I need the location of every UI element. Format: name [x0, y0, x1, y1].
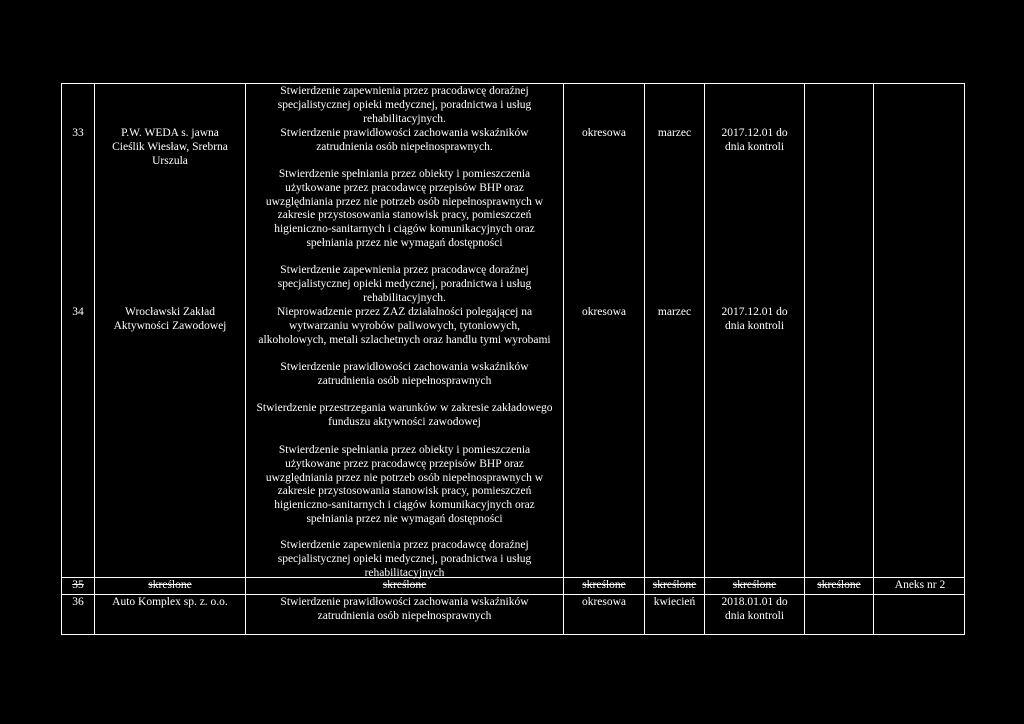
row-34-employer: Wrocławski Zakład Aktywności Zawodowej: [113, 306, 227, 332]
row-33-scope-3: Stwierdzenie spełniania przez obiekty i pomieszczenia użytkowane przez pracodawcę przepisów BHP oraz uwzględniania przez nie potrzeb osób niepełnosprawnych w zakresie przystosowania stanowisk pracy, pomieszczeń higieniczno-sanitarnych i ciągów komunikacyjnych oraz spełniania przez nie wymagań dostępności: [265, 168, 544, 249]
row-33-employer: P.W. WEDA s. jawna Cieślik Wiesław, Srebrna Urszula: [112, 127, 228, 167]
column-divider: [873, 84, 874, 634]
inspection-table: [61, 83, 965, 635]
row-36-number: 36: [72, 596, 84, 608]
row-35-col7: skreślone: [817, 579, 861, 591]
row-36-type: okresowa: [581, 596, 627, 608]
row-35-scope: skreślone: [382, 579, 427, 591]
row-34-scope-3: Stwierdzenie prawidłowości zachowania wskaźników zatrudnienia osób niepełnosprawnych: [280, 361, 529, 387]
column-divider: [563, 84, 564, 634]
row-33-period: 2017.12.01 do dnia kontroli: [721, 127, 788, 153]
row-36-scope: Stwierdzenie prawidłowości zachowania wskaźników zatrudnienia osób niepełnosprawnych: [280, 596, 529, 622]
row-34-period: 2017.12.01 do dnia kontroli: [721, 306, 788, 332]
column-divider: [644, 84, 645, 634]
column-divider: [804, 84, 805, 634]
row-divider: [62, 594, 964, 595]
row-33-number: 33: [72, 127, 84, 139]
row-34-scope-1: Stwierdzenie zapewnienia przez pracodawcę doraźnej specjalistycznej opieki medycznej, poradnictwa i usług rehabilitacyjnych.: [277, 264, 532, 304]
row-34-scope-2: Nieprowadzenie przez ZAZ działalności polegającej na wytwarzaniu wyrobów paliwowych, tytoniowych, alkoholowych, metali szlachetnych oraz handlu tymi wyrobami: [258, 306, 551, 346]
row-33-scope-2: Stwierdzenie prawidłowości zachowania wskaźników zatrudnienia osób niepełnosprawnych.: [280, 127, 529, 153]
row-34-month: marzec: [657, 306, 692, 318]
row-34-scope-4: Stwierdzenie przestrzegania warunków w zakresie zakładowego funduszu aktywności zawodowej: [256, 402, 553, 428]
row-33-month: marzec: [657, 127, 692, 139]
row-33-scope-1: Stwierdzenie zapewnienia przez pracodawcę doraźnej specjalistycznej opieki medycznej, poradnictwa i usług rehabilitacyjnych.: [277, 85, 532, 125]
row-35-employer: skreślone: [148, 579, 192, 591]
row-36-period: 2018.01.01 do dnia kontroli: [721, 596, 788, 622]
row-35-number: 35: [72, 579, 84, 591]
row-34-number: 34: [72, 306, 84, 318]
row-34-type: okresowa: [581, 306, 627, 318]
column-divider: [704, 84, 705, 634]
row-35-period: skreślone: [732, 579, 777, 591]
row-34-scope-6: Stwierdzenie zapewnienia przez pracodawcę doraźnej specjalistycznej opieki medycznej, poradnictwa i usług rehabilitacyjnych: [277, 539, 532, 579]
row-34-scope-5: Stwierdzenie spełniania przez obiekty i pomieszczenia użytkowane przez pracodawcę przepisów BHP oraz uwzględniania przez nie potrzeb osób niepełnosprawnych w zakresie przystosowania stanowisk pracy, pomieszczeń higieniczno-sanitarnych i ciągów komunikacyjnych oraz spełniania przez nie wymagań dostępności: [265, 444, 544, 525]
row-33-type: okresowa: [581, 127, 627, 139]
row-35-type: skreślone: [582, 579, 626, 591]
row-35-month: skreślone: [652, 579, 697, 591]
row-36-employer: Auto Komplex sp. z. o.o.: [112, 596, 228, 608]
row-35-annex-note: Aneks nr 2: [894, 579, 946, 591]
row-36-month: kwiecień: [653, 596, 696, 608]
